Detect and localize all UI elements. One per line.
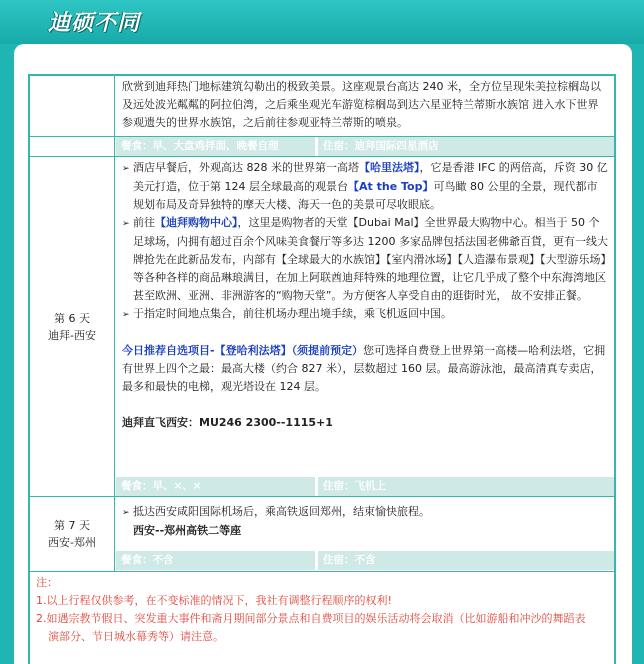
day6-bullet-3: ➢ 于指定时间地点集合，前往机场办理出境手续，乘飞机返回中国。 (122, 305, 608, 324)
day6-route: 迪拜-西安 (48, 328, 96, 342)
day6-day-cell (30, 157, 115, 496)
day6-row (30, 157, 614, 496)
itinerary-table (28, 74, 616, 664)
day5-description: 欣赏到迪拜热门地标建筑勾勒出的极致美景。这座观景台高达 240 米，全方位呈现朱美拉棕榈岛以及远处波光粼粼的阿拉伯湾，之后乘坐观光车游览棕榈岛到达六星亚特兰蒂斯水族馆 进入水下世界参观遗失的世界水族馆，之后前往参观亚特兰蒂斯的喷泉。 (122, 80, 601, 129)
day5-hotel: 住宿：迪拜国际四星酒店 (323, 140, 439, 152)
day7-meals: 餐食：不含 (116, 551, 318, 570)
day6-bullet-2: ➢ 前往【迪拜购物中心】，这里是购物者的天堂【Dubai Mal】全世界最大购物中心。相当于 50 个足球场，内拥有超过百余个风味美食餐厅等多达 1200 多家品牌包括法国老佛爺百貨，更有一线大牌抢先在此新品发布，内部有【全球最大的水族馆】【室内滑冰场】【人造瀑布景观】【大型游乐场】等各种各样的商品琳琅满目，在加上阿联酋迪拜特殊的地理位置，让它几乎成了整个中东海湾地区甚至欧洲、亚洲、非洲游客的“购物天堂”。为方便客人享受自由的逛街时光， 故不安排正餐。 (122, 214, 608, 305)
header-banner (0, 0, 644, 44)
day7-train: 西安--郑州高铁二等座 (133, 524, 242, 537)
day6-hotel: 住宿：飞机上 (323, 480, 386, 492)
day6-flight: 迪拜直飞西安：MU246 2300--1115+1 (122, 416, 333, 429)
day6-bullet-1: ➢ 酒店早餐后，外观高达 828 米的世界第一高塔【哈里法塔】，它是香港 IFC 的两倍高，斥资 30 亿美元打造，位于第 124 层全球最高的观景台【At the Top】可鸟瞰 80 公里的全景，现代都市规划布局及奇异独特的摩天大楼、海天一色的美景可尽收眼底。 (122, 159, 608, 214)
day6-recommendation: 今日推荐自选项目-【登哈利法塔】（须提前预定）您可选择自费登上世界第一高楼—哈利法塔，它拥有世界上四个之最：最高大楼（约合 827 米），层数超过 160 层。最高游泳池，最高清真专卖店，最多和最快的电梯，观光塔设在 124 层。 (122, 344, 606, 393)
note-2: 2.如遇宗教节假日、突发重大事件和斋月期间部分景点和自费项目的娱乐活动将会取消（比如游船和冲沙的舞蹈表 (36, 612, 586, 625)
notes-title: 注： (36, 576, 58, 589)
day6-description (116, 157, 614, 434)
day7-day-cell (30, 497, 115, 571)
day5-meal-bar (116, 137, 614, 156)
banner-title: 迪硕不同 (48, 11, 141, 36)
day6-meals: 餐食：早、×、× (116, 477, 318, 496)
day7-bullet-1: ➢ 抵达西安咸阳国际机场后，乘高铁返回郑州，结束愉快旅程。 (122, 503, 608, 522)
day5-day-cell (30, 76, 115, 156)
day6-label: 第 6 天 (54, 311, 90, 325)
day6-meal-bar (116, 477, 614, 496)
day7-route: 西安-郑州 (48, 536, 96, 549)
notes-section (30, 571, 614, 664)
day7-label: 第 7 天 (54, 519, 90, 532)
day7-meal-bar (116, 551, 614, 570)
day7-hotel: 住宿：不含 (323, 554, 376, 566)
day5-meals: 餐食：早、大盘鸡拌面、晚餐自理 (116, 137, 318, 156)
day7-description (116, 497, 614, 542)
note-2-continued: 演部分、节日城水幕秀等）请注意。 (48, 630, 224, 643)
note-1: 1.以上行程仅供参考，在不变标准的情况下，我社有调整行程顺序的权利! (36, 594, 392, 607)
